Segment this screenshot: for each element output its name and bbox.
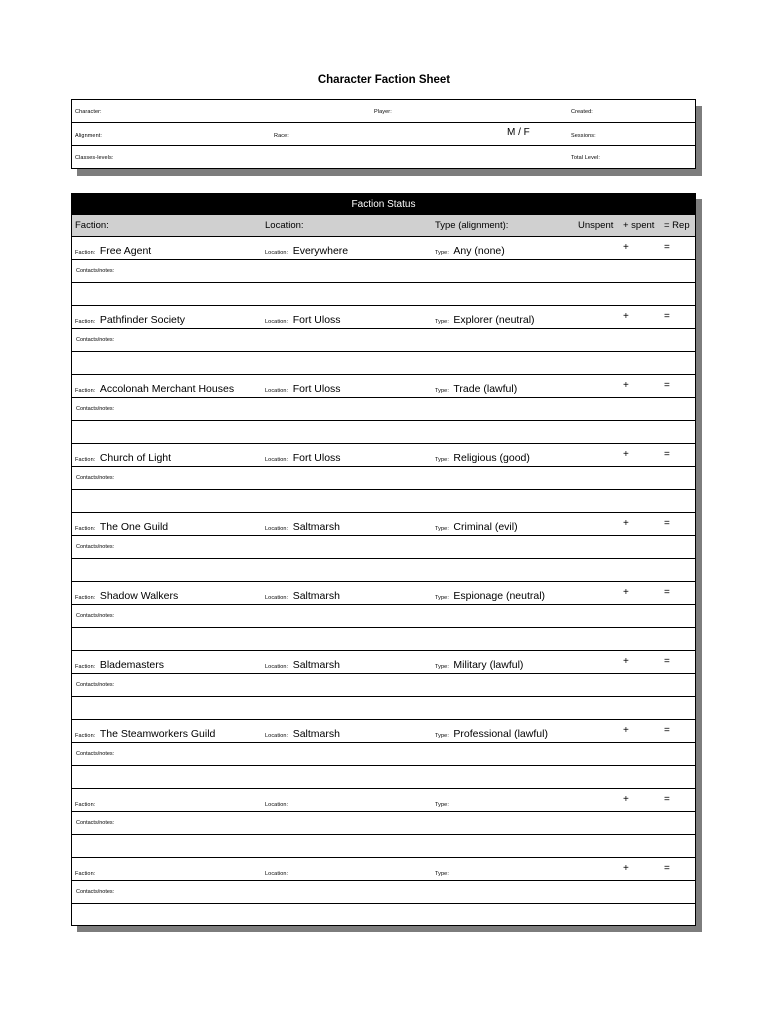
faction-field-label: Faction: bbox=[75, 595, 96, 601]
equals-sign: = bbox=[664, 656, 670, 667]
equals-sign: = bbox=[664, 311, 670, 322]
location-field-label: Location: bbox=[265, 733, 289, 739]
type-value: Criminal (evil) bbox=[453, 521, 518, 533]
location-name: Saltmarsh bbox=[292, 728, 340, 740]
notes-row[interactable] bbox=[72, 260, 695, 283]
faction-field-label: Faction: bbox=[75, 526, 96, 532]
classes-label: Classes-levels: bbox=[75, 155, 114, 161]
faction-entry bbox=[72, 306, 695, 375]
notes-blank-row[interactable] bbox=[72, 628, 695, 651]
alignment-row bbox=[72, 123, 695, 146]
type-value: Trade (lawful) bbox=[453, 383, 518, 395]
equals-sign: = bbox=[664, 518, 670, 529]
faction-field[interactable] bbox=[75, 379, 234, 397]
notes-label: Contacts/notes: bbox=[76, 820, 115, 826]
notes-row[interactable] bbox=[72, 674, 695, 697]
notes-blank-row[interactable] bbox=[72, 283, 695, 306]
type-value: Espionage (neutral) bbox=[453, 590, 546, 602]
faction-name: Shadow Walkers bbox=[99, 590, 179, 602]
faction-row bbox=[72, 720, 695, 743]
classes-row bbox=[72, 146, 695, 169]
faction-entry bbox=[72, 789, 695, 858]
location-name: Saltmarsh bbox=[292, 521, 340, 533]
col-unspent: Unspent bbox=[578, 220, 614, 231]
faction-entry bbox=[72, 237, 695, 306]
faction-row bbox=[72, 237, 695, 260]
notes-label: Contacts/notes: bbox=[76, 475, 115, 481]
faction-field[interactable] bbox=[75, 241, 151, 259]
type-field[interactable] bbox=[435, 241, 505, 259]
type-field[interactable] bbox=[435, 655, 523, 673]
created-label: Created: bbox=[571, 109, 593, 115]
faction-status-header: Faction Status bbox=[72, 194, 695, 215]
faction-entry bbox=[72, 582, 695, 651]
notes-label: Contacts/notes: bbox=[76, 406, 115, 412]
notes-blank-row[interactable] bbox=[72, 835, 695, 858]
type-field-label: Type: bbox=[435, 457, 449, 463]
faction-field[interactable] bbox=[75, 586, 178, 604]
faction-row bbox=[72, 789, 695, 812]
equals-sign: = bbox=[664, 587, 670, 598]
character-info-box bbox=[71, 99, 696, 169]
race-label: Race: bbox=[274, 133, 289, 139]
equals-sign: = bbox=[664, 863, 670, 874]
location-field-label: Location: bbox=[265, 802, 289, 808]
plus-sign: + bbox=[623, 242, 629, 253]
notes-row[interactable] bbox=[72, 536, 695, 559]
notes-blank-row[interactable] bbox=[72, 421, 695, 444]
faction-status-box bbox=[71, 193, 696, 926]
location-field-label: Location: bbox=[265, 664, 289, 670]
notes-row[interactable] bbox=[72, 398, 695, 421]
location-field-label: Location: bbox=[265, 526, 289, 532]
location-field-label: Location: bbox=[265, 319, 289, 325]
location-name: Saltmarsh bbox=[292, 659, 340, 671]
location-name: Fort Uloss bbox=[292, 452, 341, 464]
type-field-label: Type: bbox=[435, 733, 449, 739]
faction-name: Accolonah Merchant Houses bbox=[99, 383, 235, 395]
faction-name: The One Guild bbox=[99, 521, 169, 533]
location-name: Everywhere bbox=[292, 245, 349, 257]
location-field-label: Location: bbox=[265, 871, 289, 877]
faction-field-label: Faction: bbox=[75, 457, 96, 463]
notes-label: Contacts/notes: bbox=[76, 544, 115, 550]
faction-field[interactable] bbox=[75, 862, 95, 880]
faction-field-label: Faction: bbox=[75, 250, 96, 256]
plus-sign: + bbox=[623, 794, 629, 805]
notes-row[interactable] bbox=[72, 812, 695, 835]
type-field[interactable] bbox=[435, 517, 518, 535]
location-field[interactable] bbox=[265, 448, 341, 466]
faction-entry bbox=[72, 513, 695, 582]
col-location: Location: bbox=[265, 220, 304, 231]
faction-field-label: Faction: bbox=[75, 319, 96, 325]
equals-sign: = bbox=[664, 725, 670, 736]
equals-sign: = bbox=[664, 242, 670, 253]
faction-name: Church of Light bbox=[99, 452, 172, 464]
faction-field-label: Faction: bbox=[75, 871, 96, 877]
location-field-label: Location: bbox=[265, 250, 289, 256]
notes-blank-row[interactable] bbox=[72, 559, 695, 582]
location-field-label: Location: bbox=[265, 595, 289, 601]
plus-sign: + bbox=[623, 380, 629, 391]
location-field[interactable] bbox=[265, 793, 288, 811]
type-value: Explorer (neutral) bbox=[453, 314, 535, 326]
notes-row[interactable] bbox=[72, 881, 695, 904]
type-field[interactable] bbox=[435, 793, 449, 811]
type-field-label: Type: bbox=[435, 595, 449, 601]
faction-name: Blademasters bbox=[99, 659, 165, 671]
type-value: Religious (good) bbox=[453, 452, 530, 464]
location-field[interactable] bbox=[265, 655, 340, 673]
faction-entry bbox=[72, 858, 695, 927]
faction-row bbox=[72, 444, 695, 467]
notes-row[interactable] bbox=[72, 743, 695, 766]
notes-label: Contacts/notes: bbox=[76, 337, 115, 343]
type-field-label: Type: bbox=[435, 871, 449, 877]
gender-field[interactable]: M / F bbox=[507, 127, 530, 138]
location-field-label: Location: bbox=[265, 388, 289, 394]
type-field[interactable] bbox=[435, 862, 449, 880]
col-spent: + spent bbox=[623, 220, 655, 231]
plus-sign: + bbox=[623, 311, 629, 322]
location-field[interactable] bbox=[265, 517, 340, 535]
faction-row bbox=[72, 375, 695, 398]
location-name: Saltmarsh bbox=[292, 590, 340, 602]
page-title: Character Faction Sheet bbox=[317, 74, 451, 86]
plus-sign: + bbox=[623, 449, 629, 460]
faction-field[interactable] bbox=[75, 310, 185, 328]
type-field-label: Type: bbox=[435, 802, 449, 808]
faction-row bbox=[72, 513, 695, 536]
type-value: Professional (lawful) bbox=[453, 728, 548, 740]
notes-row[interactable] bbox=[72, 605, 695, 628]
faction-row bbox=[72, 306, 695, 329]
notes-label: Contacts/notes: bbox=[76, 268, 115, 274]
location-field-label: Location: bbox=[265, 457, 289, 463]
type-field[interactable] bbox=[435, 586, 545, 604]
type-field[interactable] bbox=[435, 379, 517, 397]
col-type: Type (alignment): bbox=[435, 220, 509, 231]
faction-row bbox=[72, 582, 695, 605]
column-header-row bbox=[72, 215, 695, 237]
faction-field-label: Faction: bbox=[75, 733, 96, 739]
faction-field[interactable] bbox=[75, 448, 171, 466]
faction-name: Pathfinder Society bbox=[99, 314, 186, 326]
notes-label: Contacts/notes: bbox=[76, 682, 115, 688]
type-field[interactable] bbox=[435, 310, 535, 328]
faction-field-label: Faction: bbox=[75, 664, 96, 670]
faction-field[interactable] bbox=[75, 517, 168, 535]
faction-entry bbox=[72, 375, 695, 444]
location-field[interactable] bbox=[265, 310, 341, 328]
type-field-label: Type: bbox=[435, 526, 449, 532]
character-row bbox=[72, 100, 695, 123]
notes-blank-row[interactable] bbox=[72, 697, 695, 720]
faction-field[interactable] bbox=[75, 724, 215, 742]
location-field[interactable] bbox=[265, 379, 341, 397]
plus-sign: + bbox=[623, 725, 629, 736]
notes-blank-row[interactable] bbox=[72, 766, 695, 789]
faction-field-label: Faction: bbox=[75, 388, 96, 394]
faction-field[interactable] bbox=[75, 793, 95, 811]
faction-name: The Steamworkers Guild bbox=[99, 728, 216, 740]
alignment-label: Alignment: bbox=[75, 133, 102, 139]
faction-entry bbox=[72, 444, 695, 513]
faction-entry bbox=[72, 720, 695, 789]
col-faction: Faction: bbox=[75, 220, 109, 231]
type-value: Any (none) bbox=[453, 245, 505, 257]
plus-sign: + bbox=[623, 587, 629, 598]
player-label: Player: bbox=[374, 109, 392, 115]
plus-sign: + bbox=[623, 518, 629, 529]
equals-sign: = bbox=[664, 794, 670, 805]
notes-label: Contacts/notes: bbox=[76, 751, 115, 757]
faction-field[interactable] bbox=[75, 655, 164, 673]
type-value: Military (lawful) bbox=[453, 659, 524, 671]
location-field[interactable] bbox=[265, 241, 348, 259]
notes-label: Contacts/notes: bbox=[76, 889, 115, 895]
notes-row[interactable] bbox=[72, 467, 695, 490]
faction-entry bbox=[72, 651, 695, 720]
equals-sign: = bbox=[664, 380, 670, 391]
character-label: Character: bbox=[75, 109, 102, 115]
notes-label: Contacts/notes: bbox=[76, 613, 115, 619]
location-field[interactable] bbox=[265, 586, 340, 604]
total-level-label: Total Level: bbox=[571, 155, 601, 161]
notes-blank-row[interactable] bbox=[72, 490, 695, 513]
sessions-label: Sessions: bbox=[571, 133, 596, 139]
plus-sign: + bbox=[623, 656, 629, 667]
location-field[interactable] bbox=[265, 724, 340, 742]
type-field-label: Type: bbox=[435, 319, 449, 325]
type-field[interactable] bbox=[435, 724, 548, 742]
plus-sign: + bbox=[623, 863, 629, 874]
notes-blank-row[interactable] bbox=[72, 352, 695, 375]
location-name: Fort Uloss bbox=[292, 383, 341, 395]
type-field[interactable] bbox=[435, 448, 530, 466]
notes-blank-row[interactable] bbox=[72, 904, 695, 927]
faction-field-label: Faction: bbox=[75, 802, 96, 808]
faction-row bbox=[72, 651, 695, 674]
col-rep: = Rep bbox=[664, 220, 690, 231]
type-field-label: Type: bbox=[435, 664, 449, 670]
location-name: Fort Uloss bbox=[292, 314, 341, 326]
location-field[interactable] bbox=[265, 862, 288, 880]
equals-sign: = bbox=[664, 449, 670, 460]
faction-row bbox=[72, 858, 695, 881]
type-field-label: Type: bbox=[435, 250, 449, 256]
notes-row[interactable] bbox=[72, 329, 695, 352]
type-field-label: Type: bbox=[435, 388, 449, 394]
faction-name: Free Agent bbox=[99, 245, 152, 257]
